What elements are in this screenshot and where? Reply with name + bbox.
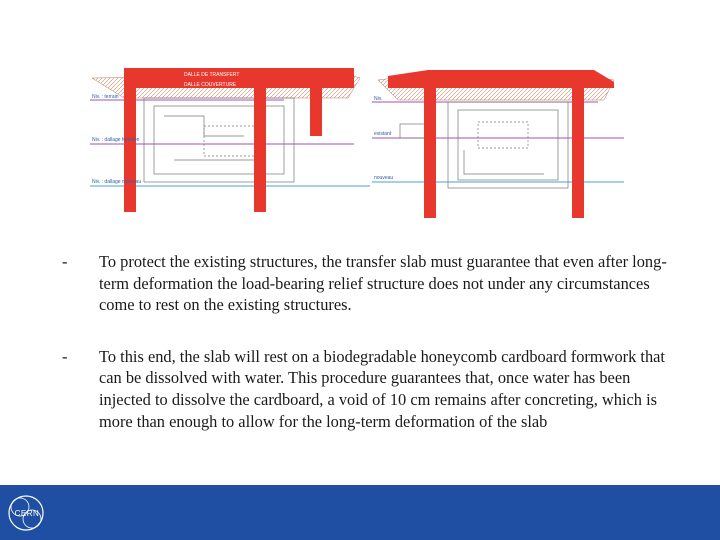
- slab-label-1: DALLE DE TRANSFERT: [184, 72, 240, 78]
- cross-section-drawing-right: [368, 40, 624, 220]
- level-label-top: Niv. : terrain: [92, 94, 119, 100]
- bullet-marker: -: [62, 346, 68, 366]
- bullet-list: [62, 251, 682, 462]
- bullet-text: To this end, the slab will rest on a biodegradable honeycomb cardboard formwork that can be dissolved with water. This procedure guarantees that, once water has been injected to dissolve the cardboard, a void of 10 cm remains after concreting, which is more than enough to allow for the long-term deformation of the slab: [99, 346, 665, 431]
- level-label-low: Niv. : dallage nouveau: [92, 179, 142, 185]
- slab-label-2: DALLE COUVERTURE: [184, 82, 237, 88]
- existing-structure-sketch: [144, 98, 294, 182]
- bullet-item: [62, 346, 682, 432]
- level-label-mid: Niv. : dallage fonction: [92, 137, 140, 143]
- cross-section-drawing-left: [84, 40, 370, 220]
- logo-text: CERN: [14, 509, 40, 518]
- bullet-item: [62, 251, 682, 316]
- level-label-low: nouveau: [374, 175, 394, 181]
- level-label-mid: existant: [374, 131, 392, 137]
- level-label-top: Niv.: [374, 96, 383, 102]
- bullet-text: To protect the existing structures, the transfer slab must guarantee that even after long-term deformation the load-bearing relief structure does not under any circumstances come to rest on the existing structures.: [99, 252, 667, 315]
- bullet-marker: -: [62, 252, 68, 271]
- footer-bar: [0, 485, 720, 540]
